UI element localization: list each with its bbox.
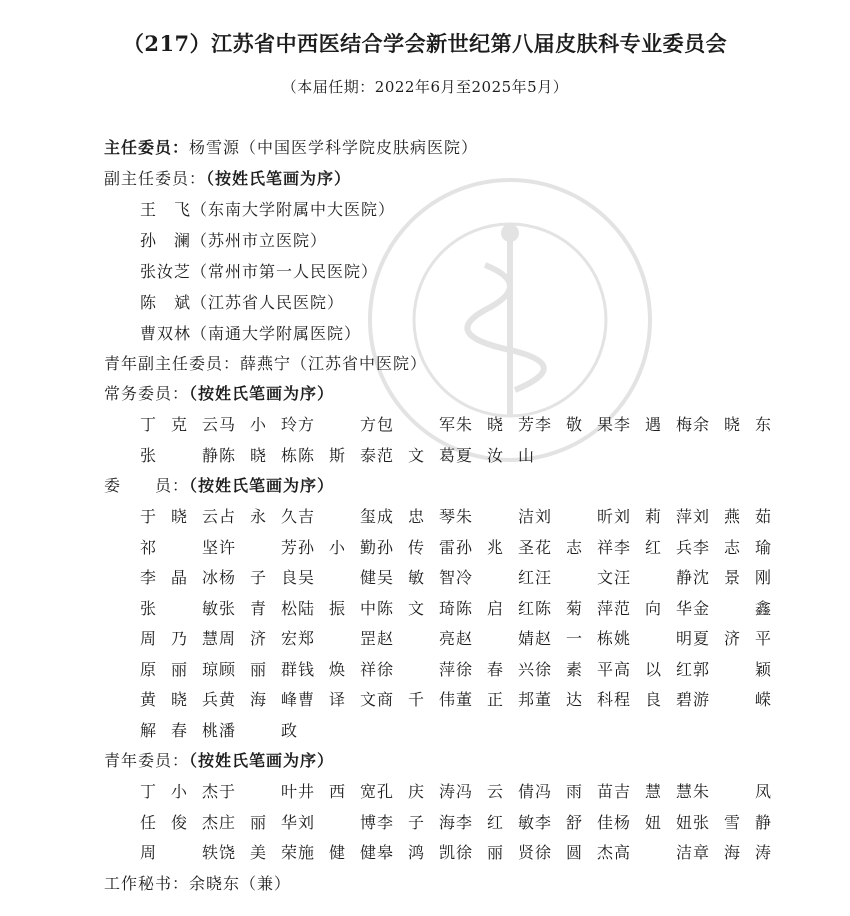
- member-name: 于晓云: [140, 507, 218, 526]
- member-name: 朱 凤: [693, 782, 771, 801]
- chair-label: 主任委员：: [104, 138, 190, 157]
- member-name: 徐 萍: [377, 659, 455, 679]
- member-name: 施健健: [298, 843, 376, 862]
- member-name: 张 敏: [140, 598, 218, 618]
- vice-chair-name: 张汝芝: [140, 262, 192, 281]
- name-row: [140, 412, 772, 435]
- name-row: [140, 596, 772, 619]
- member-name: 董正邦: [456, 690, 534, 709]
- member-name: 夏汝山: [456, 446, 534, 465]
- member-name: 夏济平: [693, 629, 771, 648]
- vice-chair-note: （按姓氏笔画为序）: [206, 169, 352, 188]
- member-name: 程良碧: [614, 690, 692, 709]
- member-name: 赵 婧: [456, 629, 534, 648]
- member-name: 祁 坚: [140, 537, 218, 557]
- member-name: 游 嵘: [693, 690, 771, 709]
- member-name: 陈晓栋: [219, 446, 297, 465]
- member-name: 沈景刚: [693, 568, 771, 587]
- chair-line: [104, 135, 478, 158]
- member-name: 吴敏智: [377, 568, 455, 587]
- standing-label: 常务委员：: [104, 384, 190, 403]
- name-row: [140, 657, 772, 680]
- member-name: 刘 博: [298, 812, 376, 832]
- member-name: 陆振中: [298, 598, 376, 618]
- vice-chair-label: 副主任委员：: [104, 169, 207, 188]
- member-name: 丁克云: [140, 415, 218, 434]
- member-name: 徐素平: [535, 659, 613, 679]
- member-name: 郭 颖: [693, 659, 771, 679]
- member-name: 余晓东: [693, 415, 771, 434]
- member-name: 李红敏: [456, 812, 534, 832]
- member-name: 朱晓芳: [456, 415, 534, 434]
- member-name: 刘莉萍: [614, 507, 692, 526]
- member-name: 许 芳: [219, 537, 297, 557]
- member-name: 方 方: [298, 415, 376, 434]
- vice-chair-item: [140, 259, 378, 282]
- vice-chair-item: [140, 290, 344, 313]
- name-row: [140, 810, 772, 833]
- member-name: 黄海峰: [219, 690, 297, 709]
- vice-chair-item: [140, 321, 361, 344]
- youth-members-label: 青年委员：: [104, 751, 190, 770]
- member-name: 包 军: [377, 415, 455, 434]
- member-name: 曹译文: [298, 690, 376, 709]
- standing-note: （按姓氏笔画为序）: [189, 384, 335, 403]
- name-row: [140, 443, 535, 466]
- member-name: 解春桃: [140, 720, 218, 740]
- member-name: 郑 罡: [298, 629, 376, 648]
- member-name: 饶美荣: [219, 843, 297, 862]
- member-name: 刘燕茹: [693, 507, 771, 526]
- member-name: 李敬果: [535, 415, 613, 434]
- vice-chair-name: 孙 澜: [140, 231, 192, 250]
- member-name: 孔庆涛: [377, 782, 455, 801]
- name-row: [140, 504, 772, 527]
- member-name: 孙传雷: [377, 537, 455, 557]
- member-name: 朱 洁: [456, 507, 534, 526]
- member-name: 张雪静: [693, 812, 771, 832]
- vice-chair-org: （苏州市立医院）: [191, 231, 328, 250]
- page-title: （217）江苏省中西医结合学会新世纪第八届皮肤科专业委员会: [122, 31, 728, 56]
- vice-chair-name: 陈 斌: [140, 293, 192, 312]
- member-name: 杨子良: [219, 568, 297, 587]
- member-name: 马小玲: [219, 415, 297, 434]
- member-name: 范文葛: [377, 446, 455, 465]
- member-name: 李舒佳: [535, 812, 613, 832]
- member-name: 陈斯泰: [298, 446, 376, 465]
- member-name: 吉 玺: [298, 507, 376, 526]
- member-name: 孙兆圣: [456, 537, 534, 557]
- vice-chair-org: （东南大学附属中大医院）: [191, 200, 396, 219]
- member-name: 周乃慧: [140, 629, 218, 648]
- standing-heading: [104, 381, 334, 404]
- member-name: 汪 静: [614, 568, 692, 587]
- member-name: 姚 明: [614, 629, 692, 648]
- name-row: [140, 840, 772, 863]
- member-name: 顾丽群: [219, 659, 297, 679]
- member-name: 冷 红: [456, 568, 534, 587]
- member-name: 皋鸿凯: [377, 843, 455, 862]
- member-name: 陈启红: [456, 598, 534, 618]
- youth-members-heading: [104, 748, 334, 771]
- member-name: 李志瑜: [693, 537, 771, 557]
- member-name: 徐春兴: [456, 659, 534, 679]
- member-name: 孙小勤: [298, 537, 376, 557]
- name-row: [140, 626, 772, 649]
- name-row: [140, 565, 772, 588]
- member-name: 于 叶: [219, 782, 297, 801]
- member-name: 占永久: [219, 507, 297, 526]
- member-name: 金 鑫: [693, 598, 771, 618]
- member-name: 张 静: [140, 446, 218, 465]
- youth-vice-chair-line: [104, 351, 427, 374]
- member-name: 丁小杰: [140, 782, 218, 801]
- member-name: 张青松: [219, 598, 297, 618]
- member-name: 冯雨苗: [535, 782, 613, 801]
- member-name: 范向华: [614, 598, 692, 618]
- vice-chair-org: （常州市第一人民医院）: [191, 262, 379, 281]
- members-note: （按姓氏笔画为序）: [189, 476, 335, 495]
- youth-members-note: （按姓氏笔画为序）: [189, 751, 335, 770]
- member-name: 高以红: [614, 659, 692, 679]
- vice-chair-item: [140, 197, 395, 220]
- name-row: [140, 535, 772, 558]
- member-name: 汪 文: [535, 568, 613, 587]
- vice-chair-name: 王 飞: [140, 200, 192, 219]
- secretary-line: [104, 871, 291, 894]
- member-name: 原丽琼: [140, 659, 218, 679]
- name-row: [140, 718, 298, 741]
- member-name: 黄晓兵: [140, 690, 218, 709]
- member-name: 井西宽: [298, 782, 376, 801]
- member-name: 董达科: [535, 690, 613, 709]
- member-name: 陈文琦: [377, 598, 455, 618]
- member-name: 花志祥: [535, 537, 613, 557]
- member-name: 商千伟: [377, 690, 455, 709]
- member-name: 杨妞妞: [614, 812, 692, 832]
- member-name: 成忠琴: [377, 507, 455, 526]
- member-name: 李晶冰: [140, 568, 218, 587]
- vice-chair-heading: [104, 166, 351, 189]
- member-name: 冯云倩: [456, 782, 534, 801]
- member-name: 高 洁: [614, 843, 692, 862]
- name-row: [140, 779, 772, 802]
- secretary-text: 余晓东（兼）: [189, 874, 292, 893]
- term-period: （本届任期：2022年6月至2025年5月）: [281, 78, 569, 96]
- member-name: 周济宏: [219, 629, 297, 648]
- name-row: [140, 687, 772, 710]
- member-name: 周 轶: [140, 843, 218, 862]
- vice-chair-org: （南通大学附属医院）: [191, 324, 362, 343]
- members-label: 委 员：: [104, 476, 190, 495]
- members-heading: [104, 473, 334, 496]
- member-name: 吉慧慧: [614, 782, 692, 801]
- member-name: 徐圆杰: [535, 843, 613, 862]
- chair-text: 杨雪源（中国医学科学院皮肤病医院）: [189, 138, 479, 157]
- youth-vice-chair-label: 青年副主任委员：: [104, 354, 241, 373]
- member-name: 李遇梅: [614, 415, 692, 434]
- member-name: 章海涛: [693, 843, 771, 862]
- secretary-label: 工作秘书：: [104, 874, 190, 893]
- member-name: 陈菊萍: [535, 598, 613, 618]
- member-name: 钱焕祥: [298, 659, 376, 679]
- vice-chair-item: [140, 228, 327, 251]
- vice-chair-name: 曹双林: [140, 324, 192, 343]
- member-name: 任俊杰: [140, 812, 218, 832]
- member-name: 吴 健: [298, 568, 376, 587]
- member-name: 李红兵: [614, 537, 692, 557]
- vice-chair-org: （江苏省人民医院）: [191, 293, 345, 312]
- youth-vice-chair-text: 薛燕宁（江苏省中医院）: [240, 354, 428, 373]
- member-name: 刘 昕: [535, 507, 613, 526]
- member-name: 赵一栋: [535, 629, 613, 648]
- member-name: 赵 亮: [377, 629, 455, 648]
- member-name: 庄丽华: [219, 812, 297, 832]
- member-name: 李子海: [377, 812, 455, 832]
- member-name: 徐丽贤: [456, 843, 534, 862]
- member-name: 潘 政: [219, 720, 297, 740]
